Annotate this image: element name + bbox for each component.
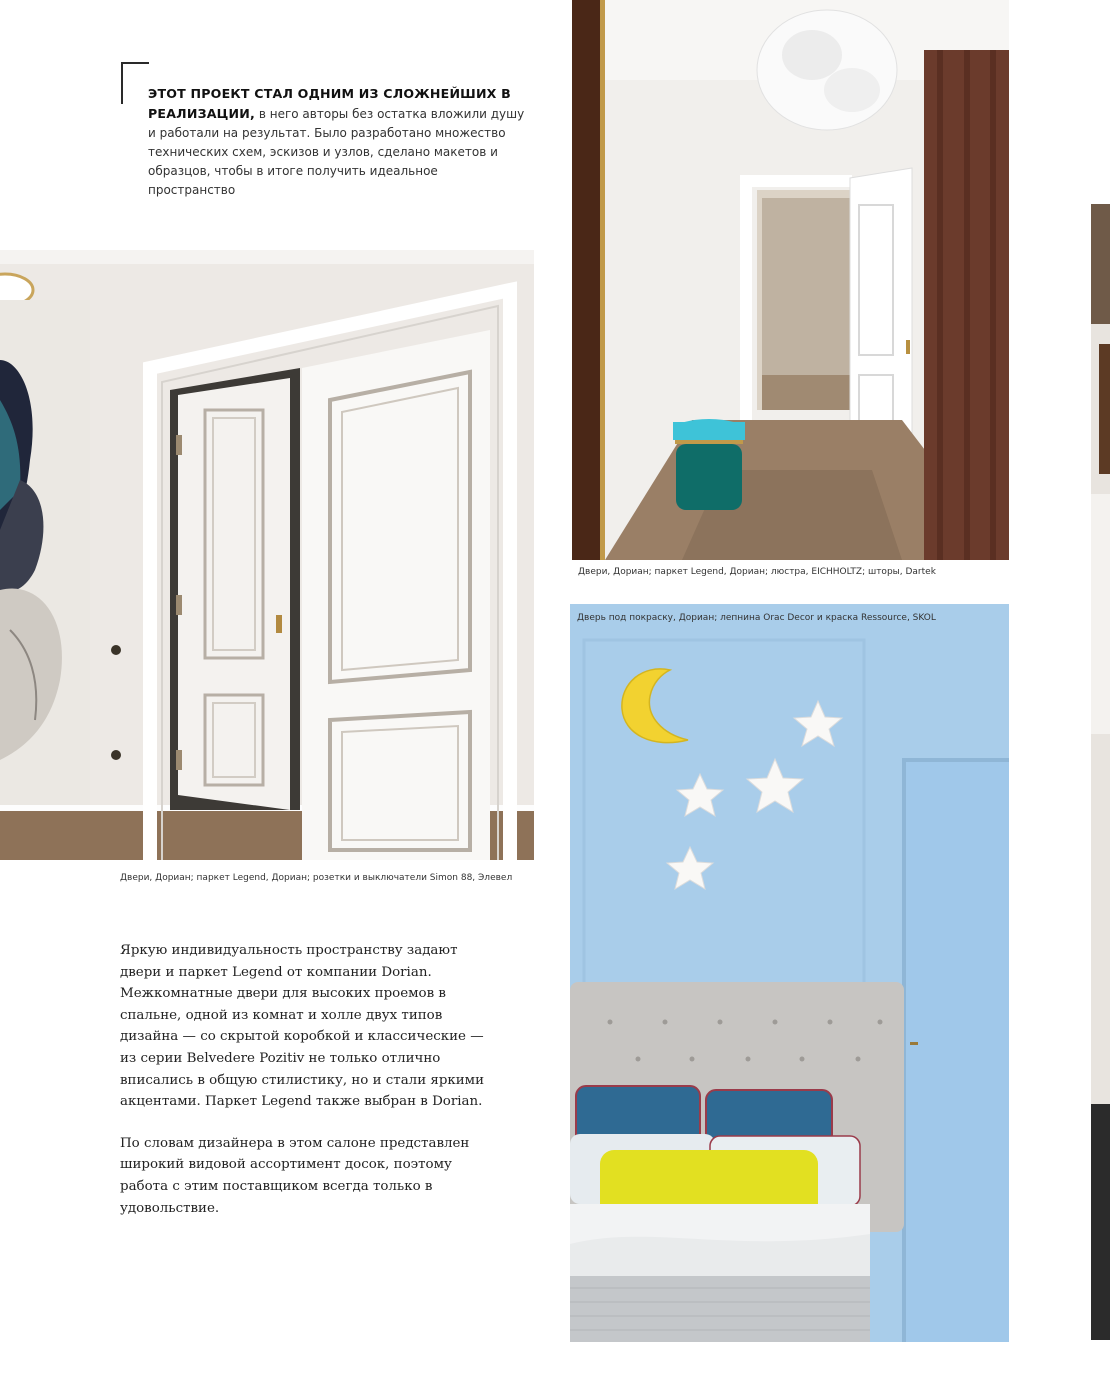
article-body [120, 940, 500, 1239]
quote-bracket [121, 62, 149, 104]
article-paragraph-1: Яркую индивидуальность пространству задают двери и паркет Legend от компании Dorian. Межкомнатные двери для высоких проемов в спальне, одной из комнат и холле двух типов дизайна — со скрытой коробкой и классические — из серии Belvedere Pozitiv не только отлично вписались в общую стилистику, но и стали яркими акцентами. Паркет Legend также выбран в Dorian. [120, 943, 485, 1110]
pull-quote-lead: ЭТОТ ПРОЕКТ СТАЛ ОДНИМ ИЗ СЛОЖНЕЙШИХ В РЕАЛИЗАЦИИ, [148, 86, 511, 121]
bedroom-photo [570, 604, 1009, 1342]
bedroom-caption: Дверь под покраску, Дориан; лепнина Orac Decor и краска Ressource, SKOL [577, 613, 936, 623]
pull-quote-text: в него авторы без остатка вложили душу и работали на результат. Было разработано множество технических схем, эскизов и узлов, сделано макетов и образцов, чтобы в итоге получить идеальное пространство [148, 107, 525, 197]
pull-quote [148, 84, 528, 200]
article-paragraph-2: По словам дизайнера в этом салоне представлен широкий видовой ассортимент досок, поэтому работа с этим поставщиком всегда только в удовольствие. [120, 1135, 470, 1216]
hallway-caption: Двери, Дориан; паркет Legend, Дориан; люстра, EICHHOLTZ; шторы, Dartek [578, 567, 936, 577]
double-door-photo [0, 250, 534, 860]
hallway-photo [572, 0, 1009, 560]
next-page-photo-edge [1091, 204, 1110, 1340]
double-door-caption: Двери, Дориан; паркет Legend, Дориан; розетки и выключатели Simon 88, Элевел [120, 873, 513, 883]
